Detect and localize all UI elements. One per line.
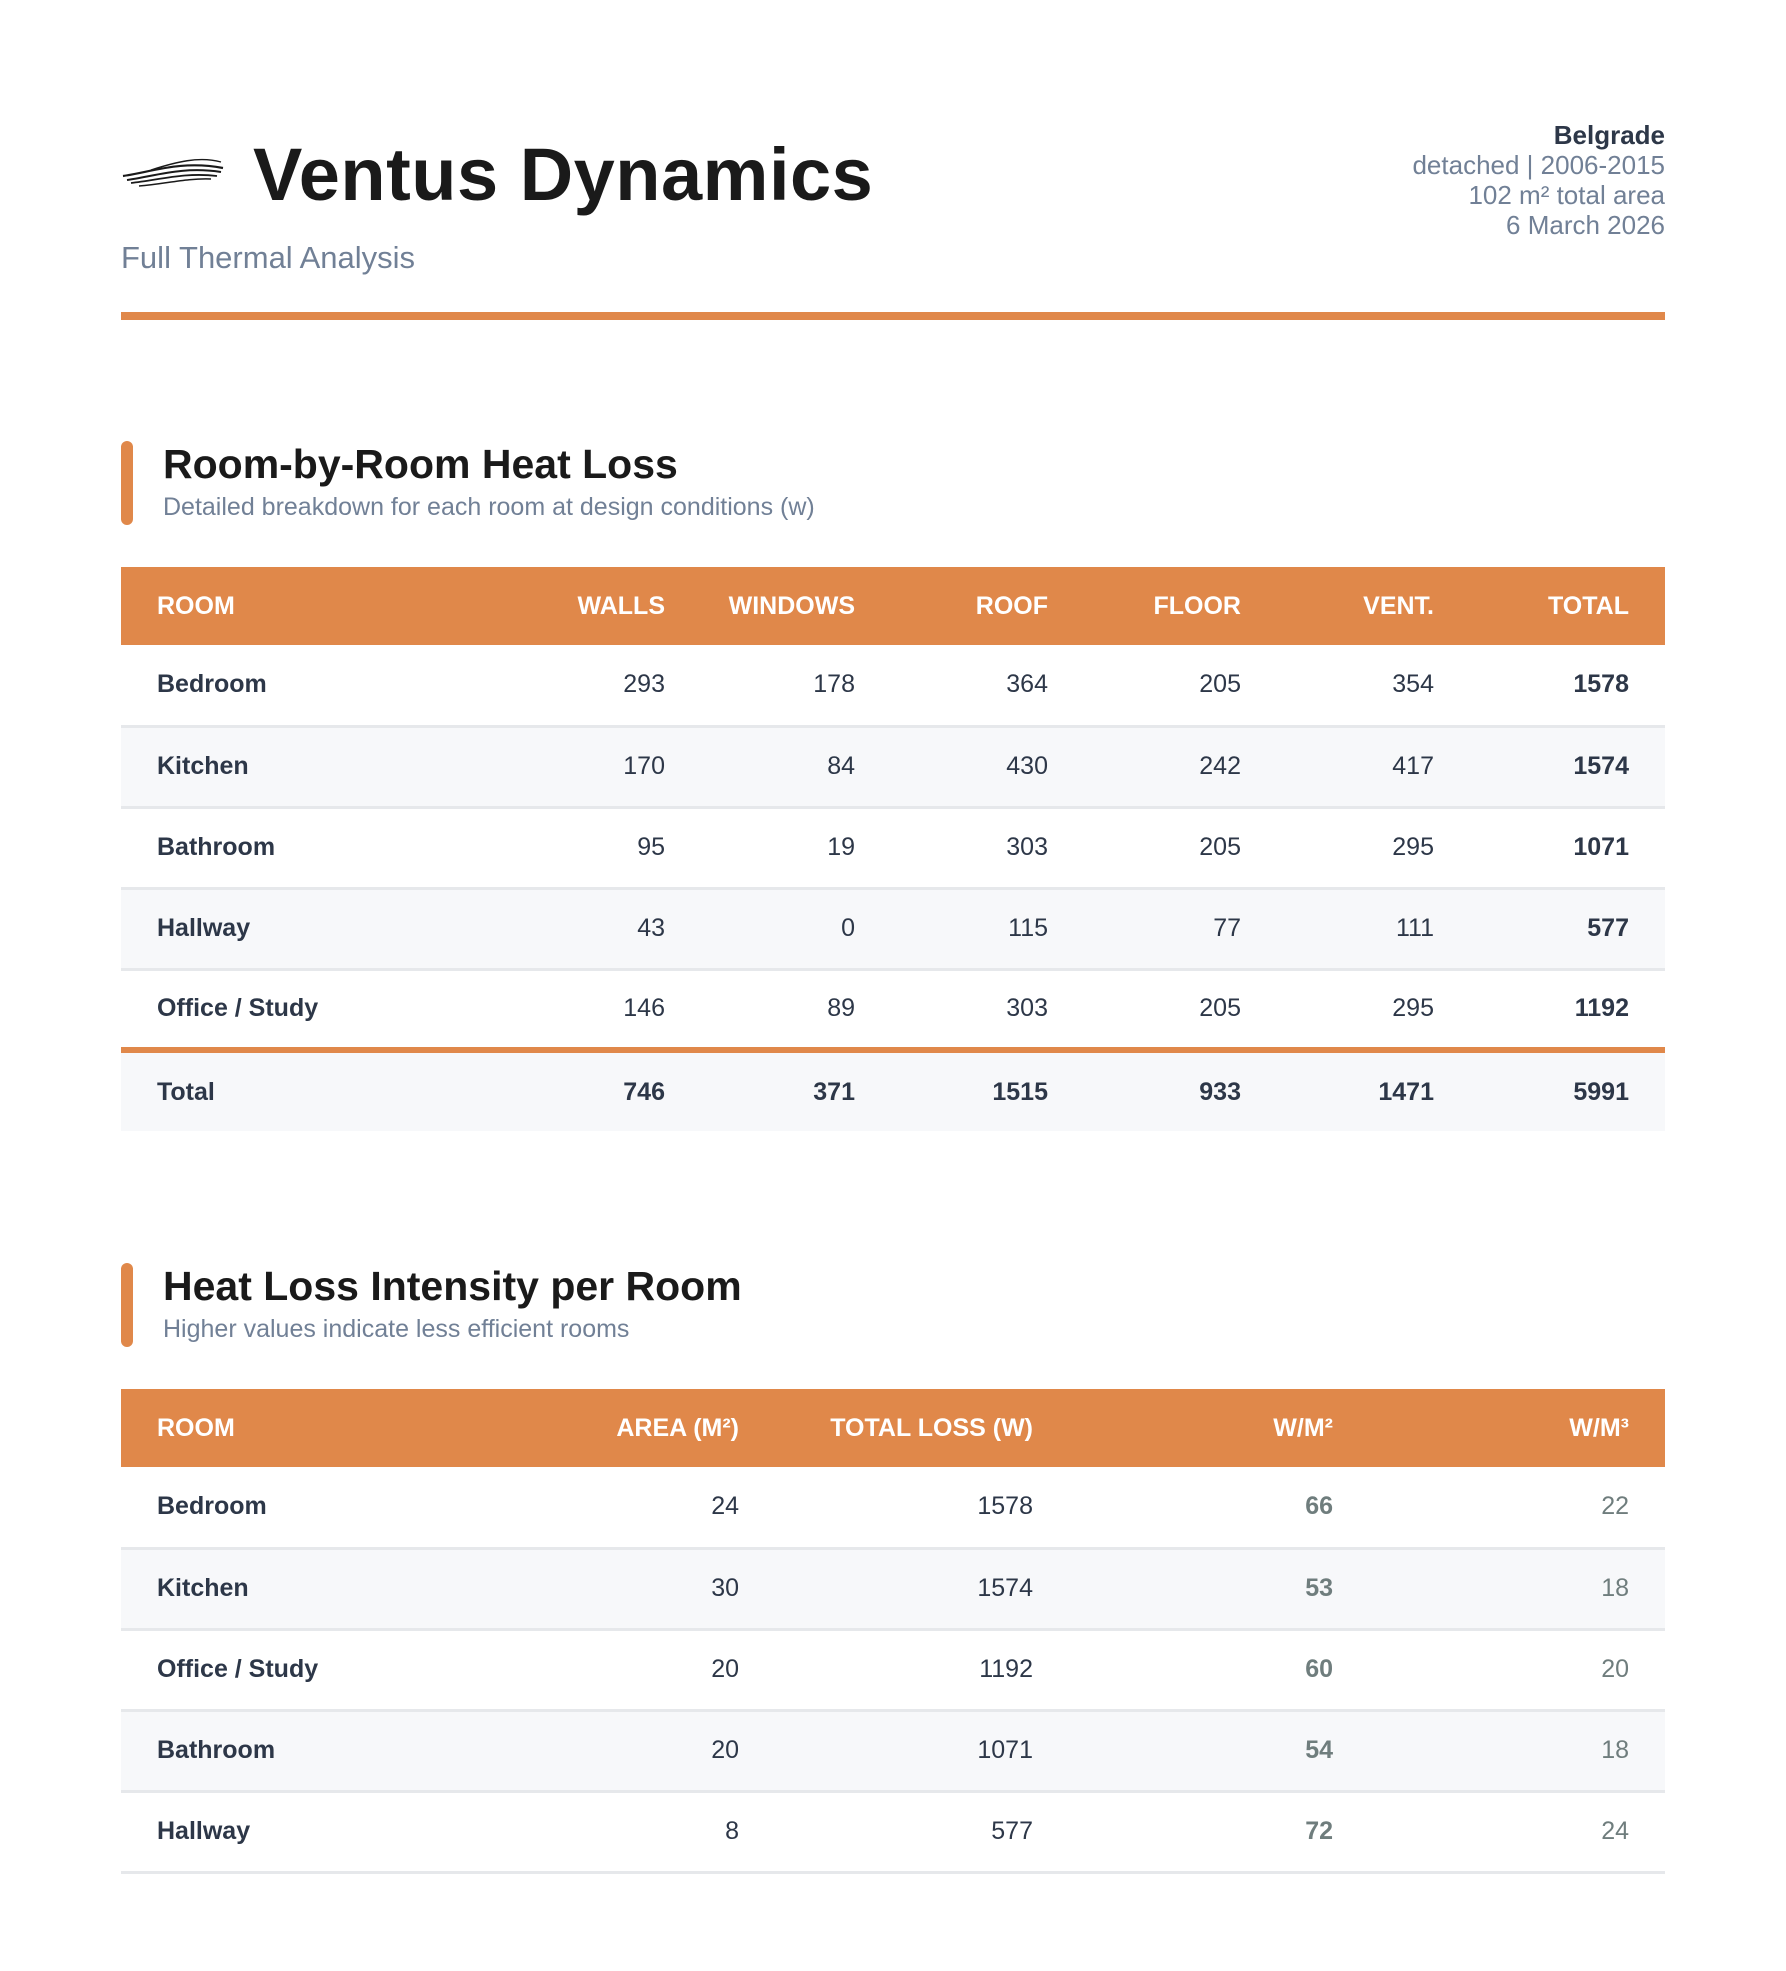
walls-value: 170: [623, 752, 665, 780]
floor-value: 205: [1199, 833, 1241, 861]
vent-value: 295: [1392, 994, 1434, 1023]
roof-value: 303: [1006, 994, 1048, 1023]
table-row: [121, 1629, 1665, 1710]
section-title: Room-by-Room Heat Loss: [163, 441, 678, 487]
vent-total: 1471: [1378, 1077, 1434, 1106]
walls-value: 95: [637, 833, 665, 861]
section-description: Detailed breakdown for each room at design conditions (w): [163, 493, 815, 521]
header-divider: [121, 312, 1665, 320]
column-header: W/M²: [1273, 1413, 1333, 1442]
windows-value: 84: [827, 752, 855, 780]
floor-value: 77: [1213, 914, 1241, 942]
walls-value: 43: [637, 914, 665, 942]
table-row: [121, 1467, 1665, 1548]
windows-value: 19: [827, 833, 855, 861]
column-header: AREA (M²): [616, 1413, 739, 1442]
section-accent-bar: [121, 441, 133, 525]
total-loss-value: 1192: [979, 1655, 1033, 1683]
section-accent-bar: [121, 1263, 133, 1347]
total-value: 577: [1587, 914, 1629, 942]
floor-total: 933: [1199, 1077, 1241, 1106]
room-name: Hallway: [157, 1817, 251, 1845]
meta-type: detached | 2006-2015: [1412, 150, 1665, 180]
floor-value: 242: [1199, 752, 1241, 780]
room-name: Bedroom: [157, 670, 267, 699]
total-value: 1574: [1573, 752, 1629, 780]
section-description: Higher values indicate less efficient rooms: [163, 1315, 630, 1343]
vent-value: 295: [1392, 833, 1434, 861]
roof-value: 303: [1006, 833, 1048, 861]
brand-name: Ventus Dynamics: [253, 133, 874, 216]
w-per-m3-value: 20: [1601, 1655, 1629, 1683]
meta-area: 102 m² total area: [1468, 180, 1665, 210]
table-row: [121, 807, 1665, 888]
column-header: TOTAL LOSS (W): [830, 1413, 1033, 1442]
area-value: 24: [711, 1492, 739, 1521]
total-value: 1192: [1574, 994, 1629, 1023]
vent-value: 111: [1395, 914, 1434, 942]
column-header: W/M³: [1569, 1413, 1629, 1442]
table-row: [121, 969, 1665, 1050]
report-page: [121, 0, 1665, 1845]
windows-value: 89: [827, 994, 855, 1023]
w-per-m3-value: 18: [1601, 1736, 1629, 1764]
meta-date: 6 March 2026: [1506, 210, 1665, 240]
heat-loss-intensity-table: [121, 1389, 1665, 1874]
w-per-m2-value: 54: [1305, 1736, 1333, 1764]
walls-value: 293: [623, 670, 665, 699]
walls-total: 746: [623, 1077, 665, 1106]
meta-city: Belgrade: [1553, 120, 1665, 150]
room-name: Kitchen: [157, 752, 249, 780]
total-loss-value: 1578: [977, 1492, 1033, 1521]
room-name: Office / Study: [157, 994, 319, 1023]
wind-swoosh-icon: [121, 150, 225, 196]
area-value: 20: [711, 1736, 739, 1764]
grand-total: 5991: [1573, 1077, 1629, 1106]
total-loss-value: 1071: [977, 1736, 1033, 1764]
property-meta: [1412, 120, 1665, 240]
roof-total: 1515: [992, 1077, 1048, 1106]
table-row: [121, 888, 1665, 969]
column-header: WALLS: [577, 591, 665, 620]
roof-value: 364: [1006, 670, 1048, 699]
table-total-row: [121, 1050, 1665, 1131]
total-loss-value: 1574: [977, 1574, 1033, 1602]
column-header: WINDOWS: [728, 591, 855, 620]
column-header: ROOF: [975, 591, 1048, 620]
table-header-row: [121, 567, 1665, 645]
w-per-m3-value: 24: [1601, 1817, 1629, 1845]
room-heat-loss-table: [121, 567, 1665, 1131]
report-subtitle: Full Thermal Analysis: [121, 240, 416, 275]
w-per-m2-value: 72: [1305, 1817, 1333, 1845]
room-name: Bathroom: [157, 833, 276, 861]
w-per-m3-value: 18: [1601, 1574, 1629, 1602]
floor-value: 205: [1199, 994, 1241, 1023]
table-row: [121, 1791, 1665, 1872]
total-label: Total: [157, 1077, 215, 1106]
area-value: 30: [711, 1574, 739, 1602]
column-header: ROOM: [157, 1413, 235, 1442]
vent-value: 354: [1392, 670, 1434, 699]
room-name: Hallway: [157, 914, 251, 942]
table-row: [121, 1710, 1665, 1791]
vent-value: 417: [1392, 752, 1434, 780]
windows-total: 371: [813, 1077, 855, 1106]
w-per-m3-value: 22: [1601, 1492, 1629, 1521]
report-header: [121, 0, 1665, 323]
walls-value: 146: [623, 994, 665, 1023]
room-name: Bedroom: [157, 1492, 267, 1521]
column-header: ROOM: [157, 591, 235, 620]
total-loss-value: 577: [991, 1817, 1033, 1845]
room-name: Bathroom: [157, 1736, 276, 1764]
table-header-row: [121, 1389, 1665, 1467]
room-name: Office / Study: [157, 1655, 319, 1683]
room-name: Kitchen: [157, 1574, 249, 1602]
section-title: Heat Loss Intensity per Room: [163, 1263, 742, 1309]
w-per-m2-value: 66: [1305, 1492, 1333, 1521]
table-row: [121, 726, 1665, 807]
floor-value: 205: [1199, 670, 1241, 699]
table-row: [121, 645, 1665, 726]
column-header: VENT.: [1363, 591, 1434, 620]
w-per-m2-value: 53: [1305, 1574, 1333, 1602]
roof-value: 115: [1008, 914, 1048, 942]
area-value: 20: [711, 1655, 739, 1683]
table-row: [121, 1548, 1665, 1629]
total-value: 1071: [1573, 833, 1629, 861]
windows-value: 0: [841, 914, 855, 942]
column-header: TOTAL: [1547, 591, 1629, 620]
area-value: 8: [725, 1817, 739, 1845]
column-header: FLOOR: [1153, 591, 1241, 620]
roof-value: 430: [1006, 752, 1048, 780]
windows-value: 178: [813, 670, 855, 699]
total-value: 1578: [1573, 670, 1629, 699]
w-per-m2-value: 60: [1305, 1655, 1333, 1683]
